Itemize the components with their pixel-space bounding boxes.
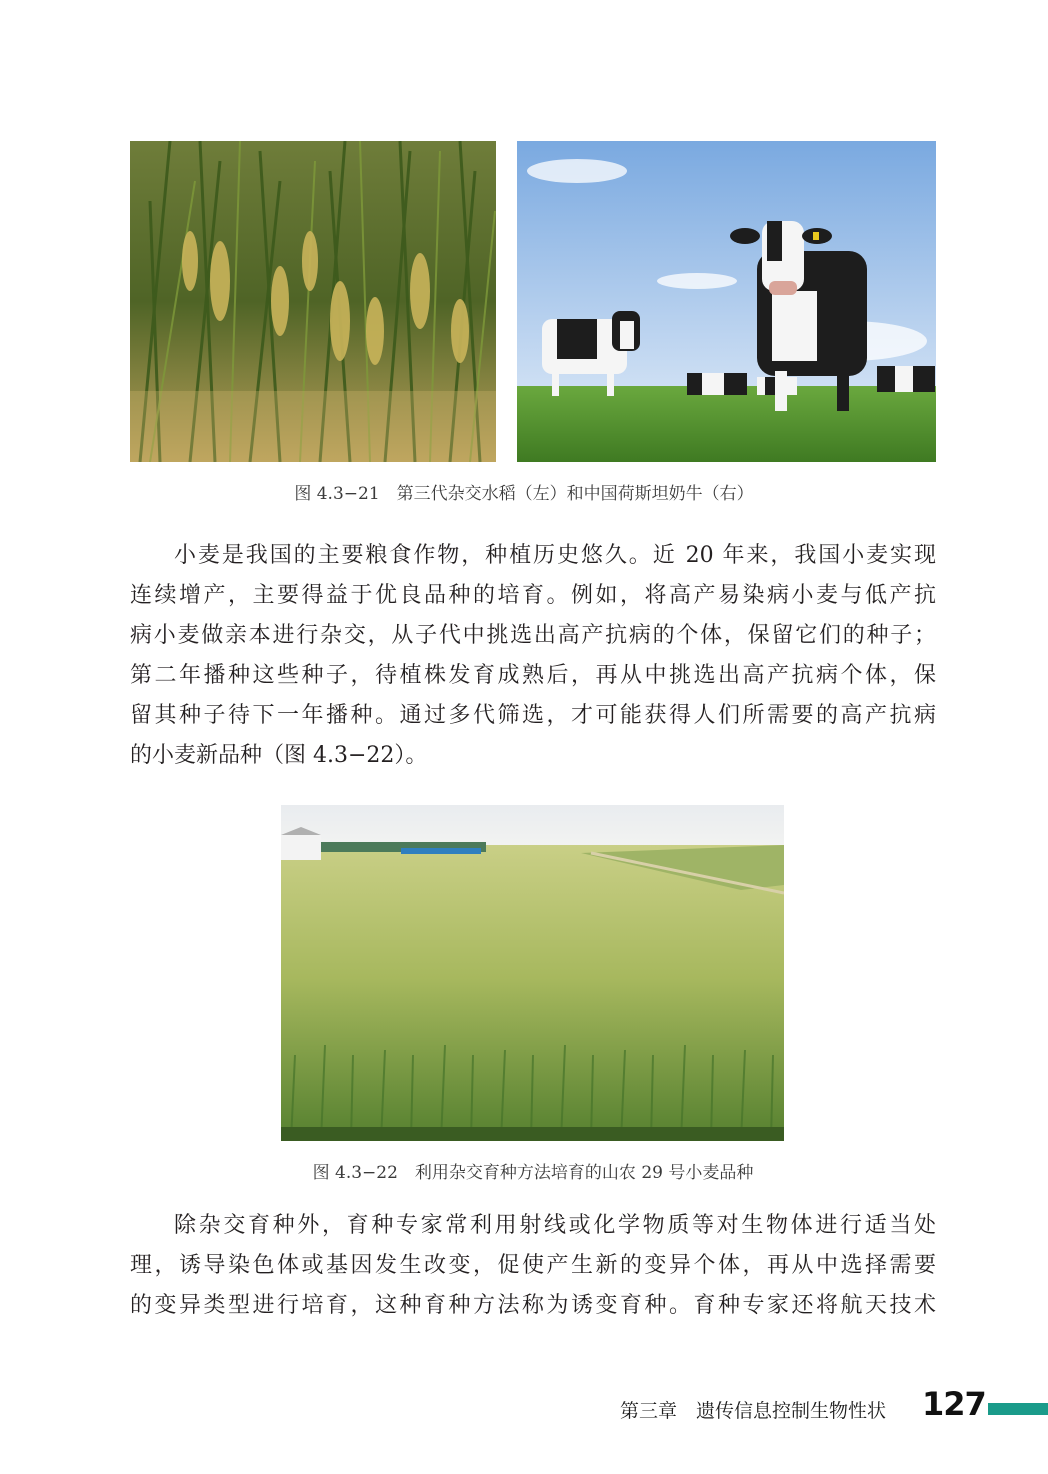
body-paragraph-mutation-breeding [130, 1206, 936, 1326]
running-footer-chapter: 第三章 遗传信息控制生物性状 [620, 1400, 887, 1422]
text-line: 病小麦做亲本进行杂交，从子代中挑选出高产抗病的个体，保留它们的种子； [130, 623, 936, 648]
text-line: 第二年播种这些种子，待植株发育成熟后，再从中挑选出高产抗病个体，保 [130, 663, 936, 688]
text-line: 小麦是我国的主要粮食作物，种植历史悠久。近 20 年来，我国小麦实现 [174, 543, 936, 568]
holstein-cows-photo [517, 141, 936, 462]
wheat-field-photo [281, 805, 784, 1141]
body-paragraph-wheat-breeding [130, 536, 936, 776]
text-line: 的变异类型进行培育，这种育种方法称为诱变育种。育种专家还将航天技术 [130, 1293, 936, 1318]
figure-caption-4-3-22: 图 4.3−22 利用杂交育种方法培育的山农 29 号小麦品种 [312, 1163, 754, 1183]
text-line: 除杂交育种外，育种专家常利用射线或化学物质等对生物体进行适当处 [174, 1213, 936, 1238]
rice-photo [130, 141, 496, 462]
text-line: 的小麦新品种（图 4.3−22）。 [130, 743, 428, 768]
text-line: 留其种子待下一年播种。通过多代筛选，才可能获得人们所需要的高产抗病 [130, 703, 936, 728]
figure-caption-4-3-21: 图 4.3−21 第三代杂交水稻（左）和中国荷斯坦奶牛（右） [294, 484, 754, 504]
text-line: 连续增产，主要得益于优良品种的培育。例如，将高产易染病小麦与低产抗 [130, 583, 936, 608]
page-number: 127 [922, 1385, 986, 1423]
text-line: 理，诱导染色体或基因发生改变，促使产生新的变异个体，再从中选择需要 [130, 1253, 936, 1278]
footer-accent-bar [988, 1403, 1048, 1415]
